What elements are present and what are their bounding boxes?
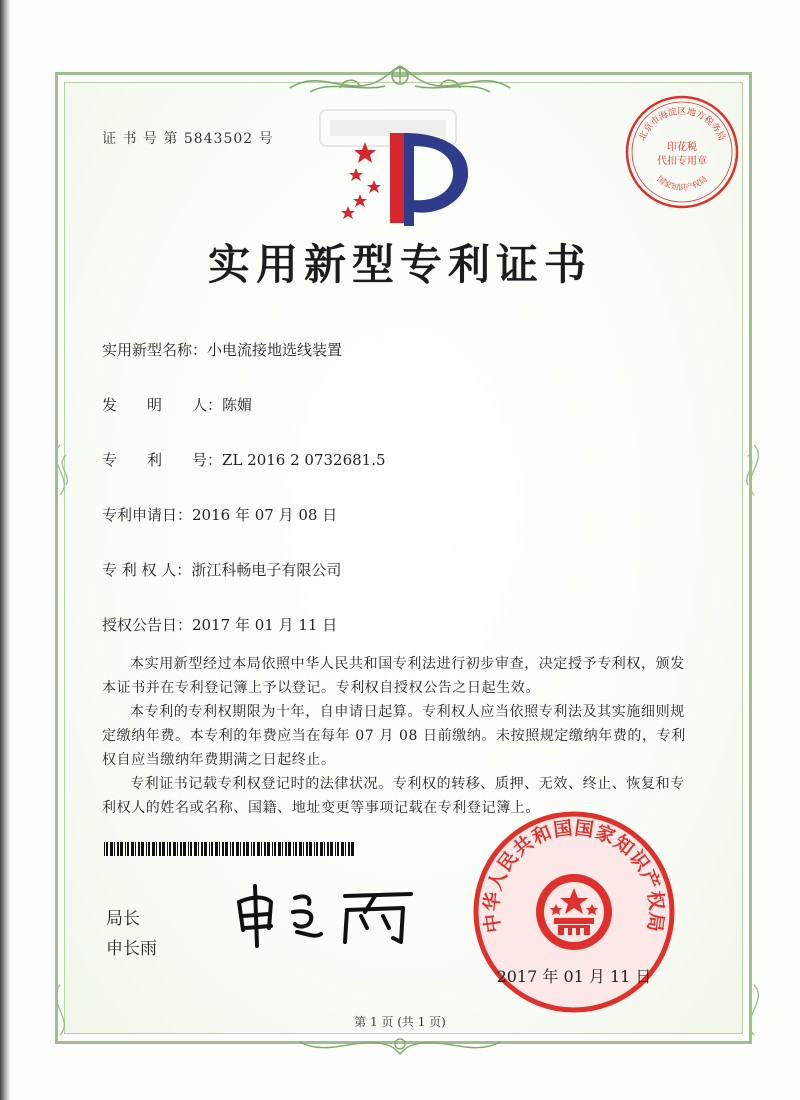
barcode-bar: [219, 842, 220, 856]
barcode-bar: [211, 842, 213, 856]
barcode-bar: [148, 842, 150, 856]
barcode-bar: [156, 842, 157, 856]
barcode-bar: [327, 842, 329, 856]
barcode-bar: [198, 842, 199, 856]
right-ornament-icon: [714, 440, 774, 500]
barcode-bar: [282, 842, 283, 856]
barcode-bar: [337, 842, 339, 856]
barcode-bar: [215, 842, 218, 856]
barcode-bar: [309, 842, 312, 856]
barcode-bar: [240, 842, 241, 856]
field-label: 发 明 人：: [102, 396, 223, 414]
barcode-bar: [236, 842, 239, 856]
tax-stamp-line2: 代扣专用章: [657, 156, 707, 167]
seal-arc-text: 中华人民共和国国家知识产权局: [480, 817, 668, 935]
field-patentee: [102, 559, 341, 580]
field-label: 授权公告日：: [102, 616, 193, 634]
barcode-bar: [348, 842, 350, 856]
barcode-bar: [104, 842, 105, 856]
field-label: 实用新型名称：: [102, 341, 208, 359]
field-value: 浙江科畅电子有限公司: [191, 561, 342, 579]
barcode-bar: [106, 842, 108, 856]
legal-paragraph-3: 专利证书记载专利权登记时的法律状况。专利权的转移、质押、无效、终止、恢复和专利权人的姓名或名称、国籍、地址变更等事项记载在专利登记簿上。: [102, 776, 685, 816]
tax-stamp-bottom-text: 国家知识产权局: [655, 174, 709, 193]
bottom-right-ornament-icon: [714, 980, 774, 1040]
barcode-bar: [351, 842, 354, 856]
director-signature-icon: [225, 872, 425, 952]
barcode-bar: [285, 842, 287, 856]
barcode-bar: [173, 842, 176, 856]
barcode-bar: [177, 842, 178, 856]
barcode-bar: [225, 842, 228, 856]
svg-text:北京市海淀区地方税务局: [636, 105, 728, 142]
barcode-bar: [267, 842, 270, 856]
barcode-bar: [183, 842, 186, 856]
tax-stamp-icon: [622, 92, 742, 212]
legal-text: [102, 652, 692, 820]
certificate-number: [102, 128, 274, 148]
certificate-number-value: 5843502: [183, 131, 254, 147]
barcode-bar: [125, 842, 126, 856]
legal-paragraph-2: 本专利的专利权期限为十年，自申请日起算。专利权人应当依照专利法及其实施细则规定缴纳年费。本专利的年费应当在每年 07 月 08 日前缴纳。未按照规定缴纳年费的，专利权自应当缴纳年费期满之日起终止。: [102, 704, 686, 768]
barcode-bar: [141, 842, 144, 856]
barcode-bar: [306, 842, 308, 856]
svg-text:国家知识产权局: [655, 174, 708, 192]
barcode-bar: [257, 842, 260, 856]
barcode-bar: [316, 842, 318, 856]
barcode-bar: [274, 842, 276, 856]
legal-paragraph-1: 本实用新型经过本局依照中华人民共和国专利法进行初步审查，决定授予专利权，颁发本证书并在专利登记簿上予以登记。专利权自授权公告之日起生效。: [102, 656, 685, 696]
barcode-bar: [135, 842, 136, 856]
field-application-date: [102, 504, 337, 525]
barcode-bar: [146, 842, 147, 856]
national-emblem-icon: [536, 874, 612, 950]
barcode-bar: [110, 842, 113, 856]
patent-office-logo-icon: [330, 128, 480, 236]
barcode-bar: [194, 842, 197, 856]
barcode-bar: [209, 842, 210, 856]
barcode-bar: [131, 842, 134, 856]
barcode-bar: [261, 842, 262, 856]
barcode-bar: [138, 842, 140, 856]
field-value: 小电流接地选线装置: [207, 341, 343, 359]
bottom-ornament-icon: [280, 1030, 520, 1060]
barcode-bar: [272, 842, 273, 856]
barcode-bar: [330, 842, 333, 856]
barcode-bar: [180, 842, 182, 856]
barcode-bar: [230, 842, 231, 856]
barcode-bar: [188, 842, 189, 856]
scan-edge-shadow: [0, 0, 10, 1100]
director-name: 申长雨: [106, 939, 157, 959]
barcode-bar: [341, 842, 344, 856]
field-inventor: [102, 394, 252, 415]
barcode-bar: [114, 842, 115, 856]
field-grant-date: [102, 614, 337, 635]
barcode-bar: [162, 842, 165, 856]
field-label: 专 利 号：: [102, 451, 223, 469]
barcode-bar: [324, 842, 325, 856]
tax-stamp-outer-text: 北京市海淀区地方税务局: [637, 107, 727, 143]
barcode-bar: [117, 842, 119, 856]
barcode-bar: [264, 842, 266, 856]
field-value: 陈媚: [222, 396, 253, 414]
barcode-bar: [159, 842, 161, 856]
barcode-bar: [303, 842, 304, 856]
field-patent-number: [102, 449, 386, 470]
barcode-bar: [152, 842, 155, 856]
field-label: 专 利 权 人：: [102, 561, 192, 579]
barcode-bar: [295, 842, 297, 856]
seal-date: 2017 年 01 月 11 日: [496, 967, 652, 986]
barcode-bar: [232, 842, 234, 856]
field-value: ZL 2016 2 0732681.5: [222, 451, 386, 469]
certificate-number-suffix: 号: [258, 131, 274, 147]
barcode-bar: [299, 842, 302, 856]
field-value: 2017 年 01 月 11 日: [192, 616, 338, 634]
barcode-bar: [320, 842, 323, 856]
barcode-bar: [288, 842, 291, 856]
barcode-bar: [120, 842, 123, 856]
barcode-bar: [190, 842, 192, 856]
barcode-bar: [278, 842, 281, 856]
barcode-bar: [251, 842, 252, 856]
barcode-bar: [243, 842, 245, 856]
field-label: 专利申请日：: [102, 506, 193, 524]
barcode-bar: [127, 842, 129, 856]
barcode-icon: [104, 842, 356, 856]
barcode-bar: [253, 842, 255, 856]
certificate-number-label: 证 书 号 第: [102, 131, 179, 147]
barcode-bar: [293, 842, 294, 856]
bottom-left-ornament-icon: [40, 980, 100, 1040]
barcode-bar: [246, 842, 249, 856]
left-ornament-icon: [40, 440, 100, 500]
director-title: 局长: [106, 909, 140, 929]
barcode-bar: [204, 842, 207, 856]
barcode-bar: [314, 842, 315, 856]
field-utility-model-name: [102, 339, 342, 360]
barcode-bar: [169, 842, 171, 856]
barcode-bar: [201, 842, 203, 856]
certificate-title: 实用新型专利证书: [207, 240, 592, 289]
tax-stamp-line1: 印花税: [667, 142, 697, 153]
barcode-bar: [335, 842, 336, 856]
field-value: 2016 年 07 月 08 日: [192, 506, 338, 524]
page-number: 第 1 页 (共 1 页): [354, 1015, 446, 1029]
barcode-bar: [222, 842, 224, 856]
barcode-bar: [345, 842, 346, 856]
top-ornament-icon: [280, 58, 520, 100]
barcode-bar: [167, 842, 168, 856]
